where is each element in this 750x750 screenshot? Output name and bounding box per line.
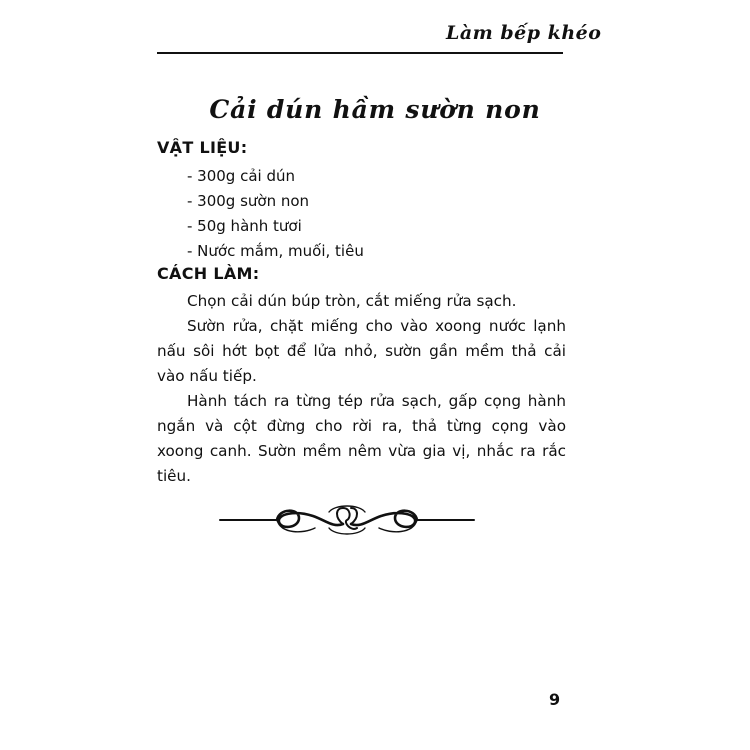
- recipe-title: Cải dún hầm sườn non: [209, 95, 541, 124]
- flourish-divider-icon: [217, 498, 477, 542]
- ingredients-heading: VẬT LIỆU:: [157, 138, 248, 157]
- ingredient-list: [187, 164, 364, 264]
- running-head-title: Làm bếp khéo: [446, 22, 602, 44]
- method-text: [157, 289, 566, 489]
- ingredient-item: - 300g sườn non: [187, 192, 310, 210]
- header-rule: [157, 52, 563, 54]
- ingredient-item: - 50g hành tươi: [187, 217, 302, 235]
- ingredient-item: - 300g cải dún: [187, 167, 296, 185]
- method-paragraph: Chọn cải dún búp tròn, cắt miếng rửa sạch.: [187, 292, 517, 310]
- ingredient-item: - Nước mắm, muối, tiêu: [187, 242, 364, 260]
- method-paragraph: Sườn rửa, chặt miếng cho vào xoong nước lạnh nấu sôi hớt bọt để lửa nhỏ, sườn gần mềm thả cải vào nấu tiếp.: [157, 317, 566, 385]
- method-paragraph: Hành tách ra từng tép rửa sạch, gấp cọng hành ngắn và cột đừng cho rời ra, thả từng cọng vào xoong canh. Sườn mềm nêm vừa gia vị, nhắc ra rắc tiêu.: [157, 392, 566, 485]
- method-heading: CÁCH LÀM:: [157, 264, 260, 283]
- page-number: 9: [549, 690, 561, 709]
